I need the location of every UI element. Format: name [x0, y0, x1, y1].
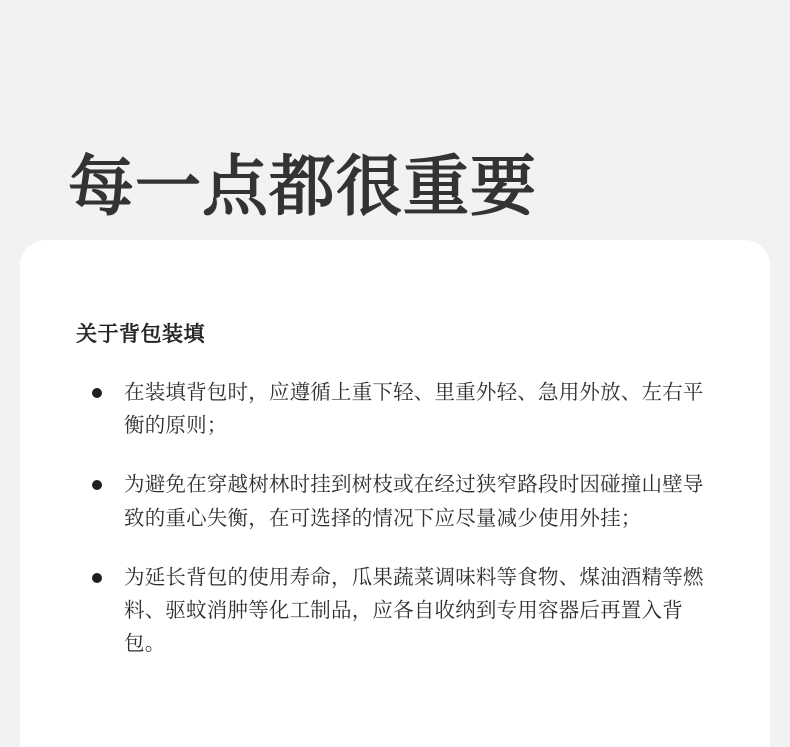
section-title: 关于背包装填 — [76, 323, 205, 346]
bullet-dot-icon — [92, 573, 102, 583]
page-title: 每一点都很重要 — [68, 149, 537, 224]
content-card — [20, 240, 770, 747]
list-item-text: 为延长背包的使用寿命，瓜果蔬菜调味料等食物、煤油酒精等燃料、驱蚊消肿等化工制品，应各自收纳到专用容器后再置入背包。 — [124, 565, 704, 656]
list-item-text: 为避免在穿越树林时挂到树枝或在经过狭窄路段时因碰撞山壁导致的重心失衡，在可选择的情况下应尽量减少使用外挂； — [124, 473, 704, 530]
list-item — [76, 561, 714, 661]
list-item-text: 在装填背包时，应遵循上重下轻、里重外轻、急用外放、左右平衡的原则； — [124, 381, 704, 438]
bullet-dot-icon — [92, 480, 102, 490]
bullet-list — [76, 376, 714, 660]
list-item — [76, 376, 714, 442]
list-item — [76, 468, 714, 534]
bullet-dot-icon — [92, 388, 102, 398]
